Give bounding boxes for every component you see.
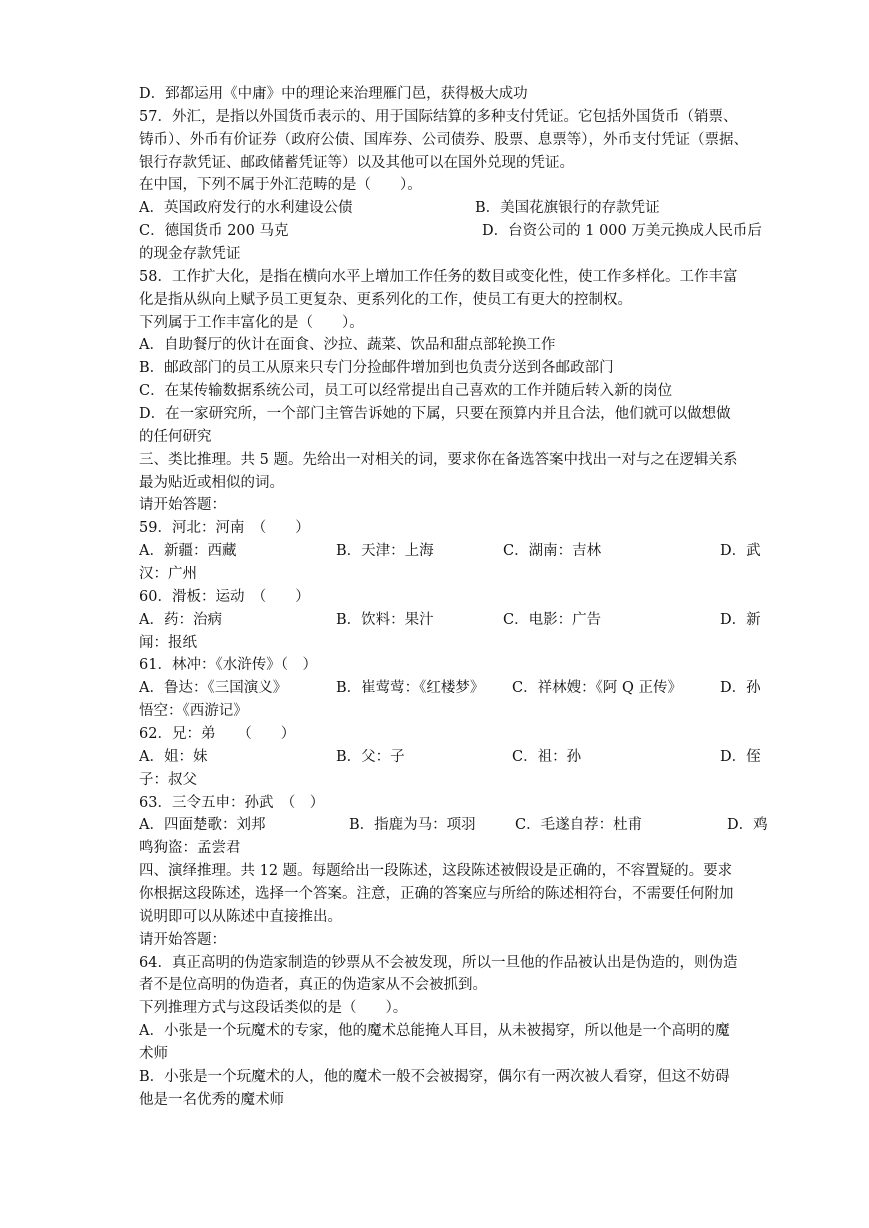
option-row — [139, 220, 769, 242]
text-line: 银行存款凭证、邮政储蓄凭证等）以及其他可以在国外兑现的凭证。 — [139, 155, 574, 171]
option-d: D．新 — [720, 612, 761, 628]
option-c: C．祖：孙 — [512, 749, 582, 765]
text-line: 悟空：《西游记》 — [139, 703, 248, 719]
option-row — [139, 677, 769, 699]
text-line: 的任何研究 — [139, 429, 212, 445]
text-line: 57．外汇，是指以外国货币表示的、用于国际结算的多种支付凭证。它包括外国货币（销票、 — [139, 109, 738, 125]
section-heading: 四、演绎推理。共 12 题。每题给出一段陈述，这段陈述被假设是正确的，不容置疑的。要求 — [139, 863, 733, 879]
option-c: C．德国货币 200 马克 — [139, 223, 289, 239]
option-b: B．崔莺莺：《红楼梦》 — [336, 680, 485, 696]
text-line: C．在某传输数据系统公司，员工可以经常提出自己喜欢的工作并随后转入新的岗位 — [139, 383, 673, 399]
text-line: A．自助餐厅的伙计在面食、沙拉、蔬菜、饮品和甜点部轮换工作 — [139, 337, 556, 353]
option-a: A．姐：妹 — [139, 749, 208, 765]
text-line: B．邮政部门的员工从原来只专门分捡邮件增加到也负责分送到各邮政部门 — [139, 360, 614, 376]
text-line: 闻：报纸 — [139, 635, 197, 651]
option-b: B．指鹿为马：项羽 — [349, 817, 476, 833]
text-line: 说明即可以从陈述中直接推出。 — [139, 909, 342, 925]
option-c: C．毛遂自荐：杜甫 — [515, 817, 643, 833]
option-d: D．孙 — [720, 680, 761, 696]
option-b: B．父：子 — [336, 749, 405, 765]
text-line: 子：叔父 — [139, 772, 197, 788]
option-b: B．饮料：果汁 — [336, 612, 434, 628]
option-c: C．电影：广告 — [503, 612, 602, 628]
option-row — [139, 540, 769, 562]
option-b: B．美国花旗银行的存款凭证 — [475, 200, 660, 216]
option-d: D．鸡 — [727, 817, 768, 833]
text-line: 你根据这段陈述，选择一个答案。注意，正确的答案应与所给的陈述相符台，不需要任何附加 — [139, 886, 734, 902]
text-line: 58．工作扩大化，是指在横向水平上增加工作任务的数目或变化性，使工作多样化。工作丰富 — [139, 269, 738, 285]
option-row — [139, 197, 769, 219]
option-a: A．小张是一个玩魔术的专家，他的魔术总能掩人耳目，从未被揭穿，所以他是一个高明的魔 — [139, 1023, 730, 1039]
option-row — [139, 814, 769, 836]
option-row — [139, 746, 769, 768]
text-line: 请开始答题： — [139, 932, 226, 948]
text-line: 请开始答题： — [139, 497, 226, 513]
question-63: 63．三令五申：孙武 （ ） — [139, 795, 325, 811]
question-60: 60．滑板：运动 （ ） — [139, 589, 310, 605]
option-c: C．祥林嫂：《阿 Q 正传》 — [512, 680, 682, 696]
option-a: A．鲁达：《三国演义》 — [139, 680, 288, 696]
text-line: 在中国，下列不属于外汇范畴的是（ ）。 — [139, 177, 422, 193]
text-line: 鸣狗盗：孟尝君 — [139, 840, 241, 856]
text-line: 的现金存款凭证 — [139, 246, 241, 262]
text-line: 术师 — [139, 1046, 168, 1062]
option-a: A．药：治病 — [139, 612, 222, 628]
option-d: D．武 — [720, 543, 761, 559]
option-b: B．小张是一个玩魔术的人，他的魔术一般不会被揭穿，偶尔有一两次被人看穿，但这不妨碍 — [139, 1069, 730, 1085]
text-line: 者不是位高明的伪造者，真正的伪造家从不会被抓到。 — [139, 977, 487, 993]
question-62: 62．兄：弟 （ ） — [139, 726, 296, 742]
option-a: A．英国政府发行的水利建设公债 — [139, 200, 353, 216]
text-line: 下列属于工作丰富化的是（ ）。 — [139, 315, 364, 331]
option-d: D．侄 — [720, 749, 761, 765]
text-line: D．郅都运用《中庸》中的理论来治理雁门邑，获得极大成功 — [139, 86, 528, 102]
option-c: C．湖南：吉林 — [503, 543, 602, 559]
question-64: 64．真正高明的伪造家制造的钞票从不会被发现，所以一旦他的作品被认出是伪造的，则伪造 — [139, 955, 738, 971]
text-line: 化是指从纵向上赋予员工更复杂、更系列化的工作，使员工有更大的控制权。 — [139, 292, 632, 308]
question-59: 59．河北：河南 （ ） — [139, 520, 310, 536]
text-line: 他是一名优秀的魔术师 — [139, 1092, 284, 1108]
option-d: D．台资公司的 1 000 万美元换成人民币后 — [482, 223, 762, 239]
text-line: 汉：广州 — [139, 566, 197, 582]
option-a: A．新疆：西藏 — [139, 543, 237, 559]
text-line: 最为贴近或相似的词。 — [139, 475, 284, 491]
question-61: 61．林冲：《水浒传》（ ） — [139, 657, 317, 673]
option-a: A．四面楚歌：刘邦 — [139, 817, 266, 833]
option-b: B．天津：上海 — [336, 543, 434, 559]
text-line: D．在一家研究所，一个部门主管告诉她的下属，只要在预算内并且合法，他们就可以做想做 — [139, 406, 731, 422]
option-row — [139, 609, 769, 631]
text-line: 下列推理方式与这段话类似的是（ ）。 — [139, 1000, 408, 1016]
section-heading: 三、类比推理。共 5 题。先给出一对相关的词，要求你在备选答案中找出一对与之在逻辑关系 — [139, 452, 738, 468]
text-line: 铸币）、外币有价证券（政府公债、国库券、公司债券、股票、息票等），外币支付凭证（票据、 — [139, 132, 748, 148]
